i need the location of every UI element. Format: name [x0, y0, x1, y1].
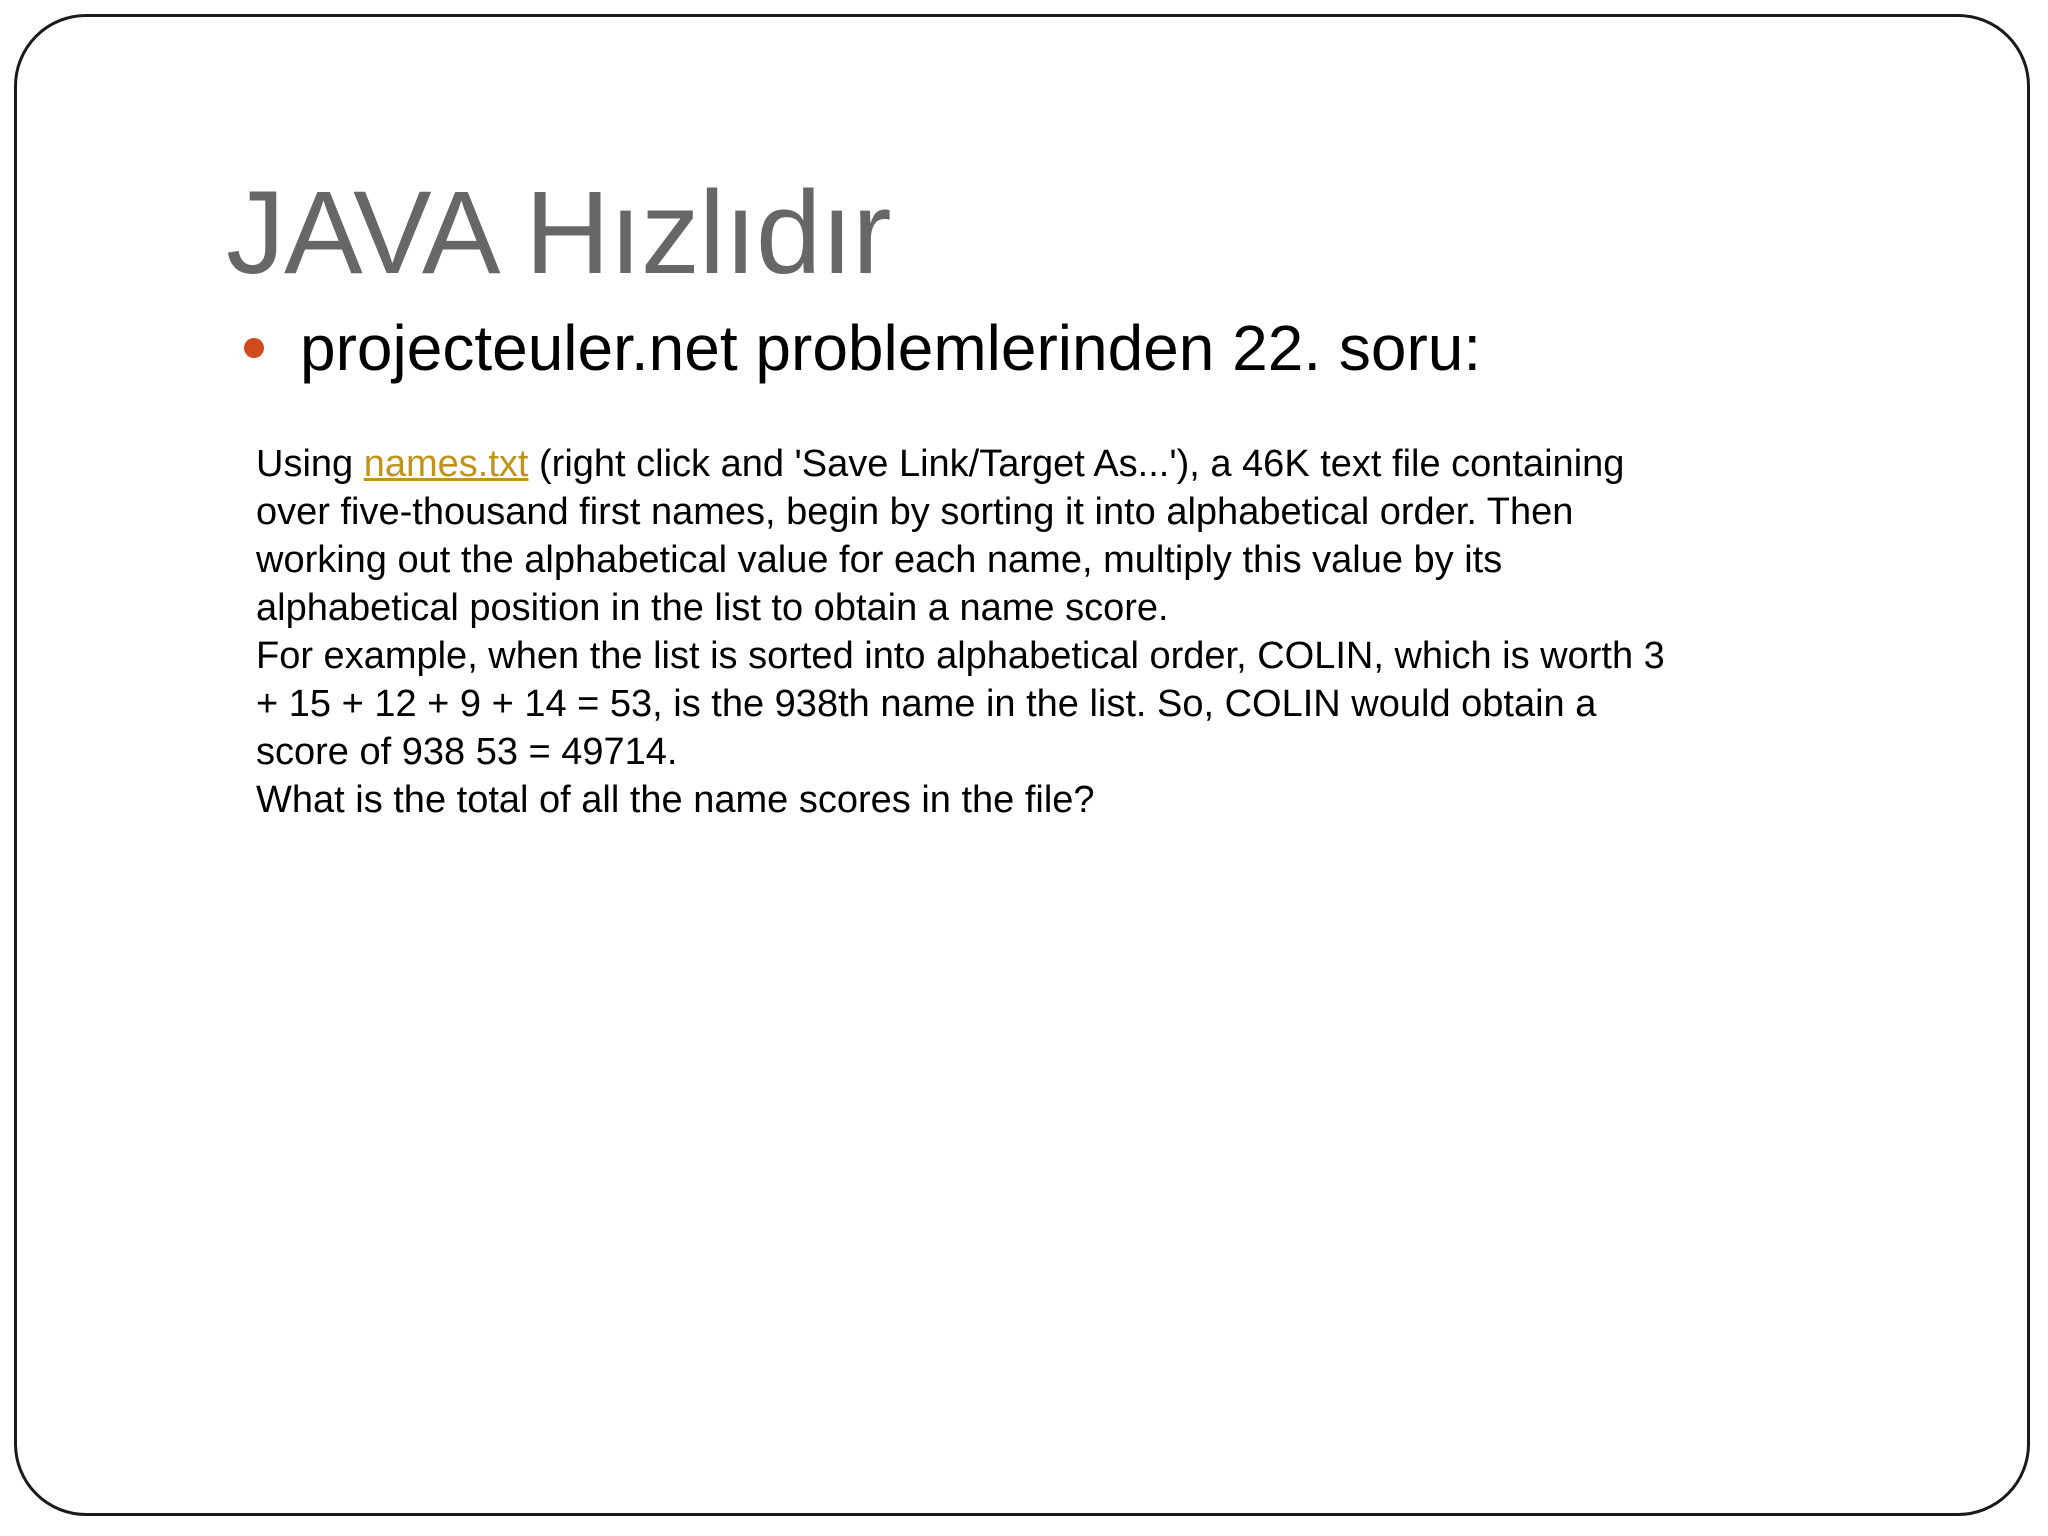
names-txt-link[interactable]: names.txt — [363, 443, 529, 485]
problem-text-segment: (right click and 'Save Link/Target As...'), a 46K text file containing — [528, 443, 1625, 485]
slide-title: JAVA Hızlıdır — [226, 167, 891, 299]
problem-line: For example, when the list is sorted into alphabetical order, COLIN, which is worth 3 — [256, 635, 1665, 677]
problem-line: What is the total of all the name scores in the file? — [256, 779, 1095, 821]
problem-line: + 15 + 12 + 9 + 14 = 53, is the 938th name in the list. So, COLIN would obtain a — [256, 683, 1597, 725]
problem-line: alphabetical position in the list to obtain a name score. — [256, 587, 1169, 629]
problem-text-segment: Using — [256, 443, 364, 485]
problem-line: score of 938 53 = 49714. — [256, 731, 678, 773]
problem-text — [256, 440, 1756, 824]
problem-line: working out the alphabetical value for each name, multiply this value by its — [256, 539, 1503, 581]
bullet-item — [244, 308, 1481, 388]
bullet-text: projecteuler.net problemlerinden 22. soru: — [300, 312, 1482, 384]
problem-line: over five-thousand first names, begin by sorting it into alphabetical order. Then — [256, 491, 1574, 533]
bullet-dot-icon — [244, 338, 264, 358]
problem-line — [256, 440, 1756, 488]
